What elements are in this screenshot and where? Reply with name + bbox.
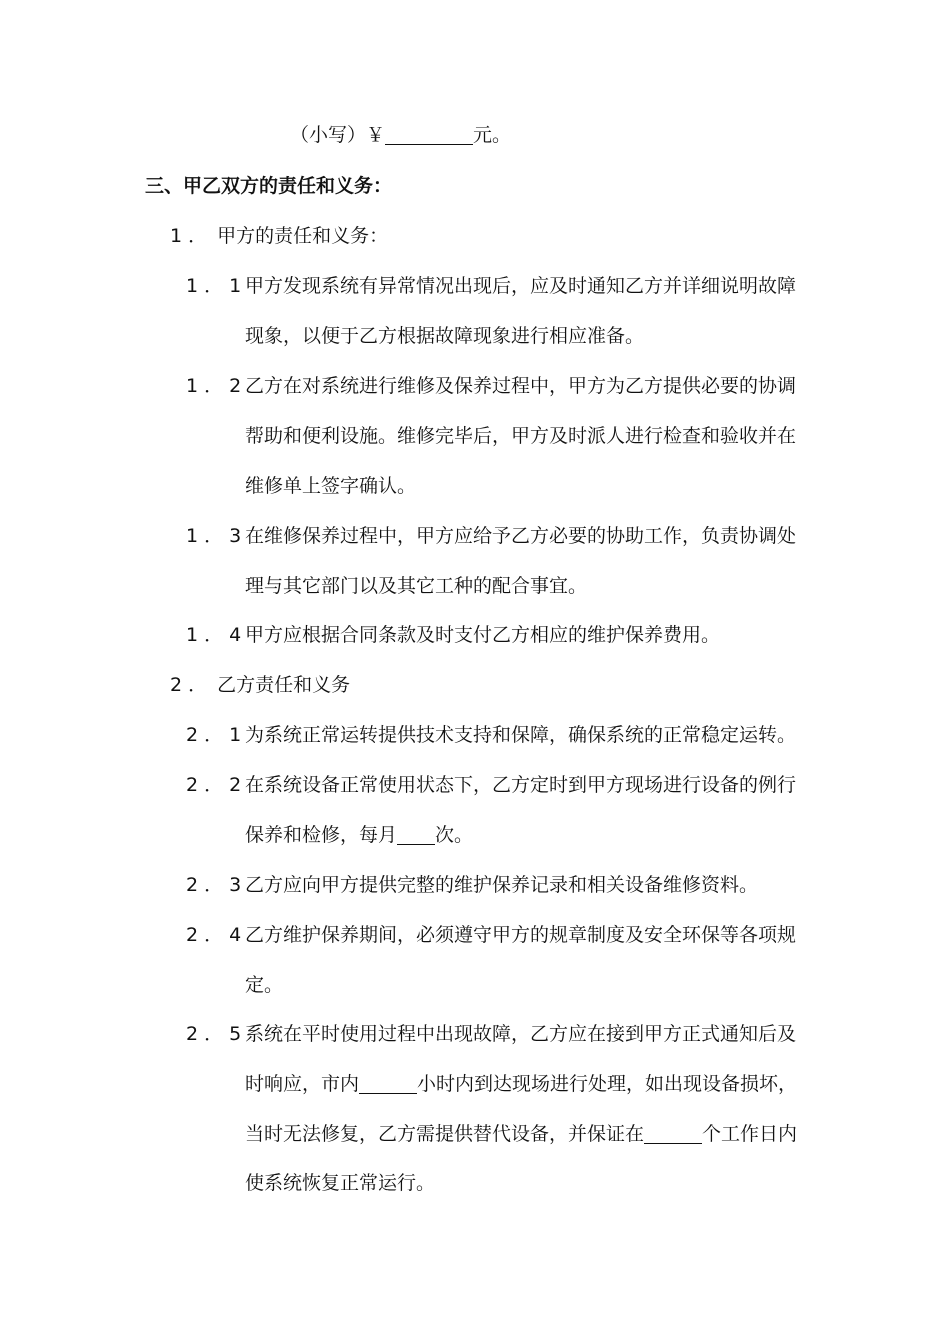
clause-number: 2．2 bbox=[186, 774, 248, 796]
party-a-number: 1． bbox=[170, 225, 214, 247]
clause-number: 1．4 bbox=[186, 624, 248, 646]
clause-text: 小时内到达现场进行处理，如出现设备损坏， bbox=[417, 1073, 798, 1095]
clause-text: 个工作日内 bbox=[702, 1123, 798, 1145]
clause-text: 维修单上签字确认。 bbox=[245, 475, 417, 497]
clause-text-with-blank bbox=[245, 1121, 797, 1147]
clause-text: 现象，以便于乙方根据故障现象进行相应准备。 bbox=[245, 325, 645, 347]
clause-text: 为系统正常运转提供技术支持和保障，确保系统的正常稳定运转。 bbox=[245, 724, 797, 746]
lowercase-amount-line bbox=[290, 122, 511, 148]
clause-number: 2．5 bbox=[186, 1023, 248, 1045]
response-hours-blank bbox=[359, 1073, 417, 1094]
clause-text: 甲方发现系统有异常情况出现后，应及时通知乙方并详细说明故障 bbox=[245, 275, 797, 297]
clause-text-with-blank bbox=[245, 1071, 797, 1097]
clause-text: 理与其它部门以及其它工种的配合事宜。 bbox=[245, 575, 588, 597]
clause-text: 帮助和便利设施。维修完毕后，甲方及时派人进行检查和验收并在 bbox=[245, 425, 797, 447]
clause-text: 保养和检修，每月 bbox=[245, 824, 398, 846]
clause-number: 2．1 bbox=[186, 724, 248, 746]
party-b-title: 乙方责任和义务 bbox=[217, 674, 351, 696]
clause-text: 在维修保养过程中，甲方应给予乙方必要的协助工作，负责协调处 bbox=[245, 525, 797, 547]
monthly-count-blank bbox=[397, 824, 435, 845]
clause-number: 2．4 bbox=[186, 924, 248, 946]
clause-number: 2．3 bbox=[186, 874, 248, 896]
clause-text: 定。 bbox=[245, 974, 284, 996]
lowercase-amount-suffix: 元。 bbox=[473, 124, 512, 146]
clause-text: 在系统设备正常使用状态下，乙方定时到甲方现场进行设备的例行 bbox=[245, 774, 797, 796]
workdays-blank bbox=[644, 1123, 702, 1144]
clause-text: 时响应，市内 bbox=[245, 1073, 360, 1095]
clause-text: 当时无法修复，乙方需提供替代设备，并保证在 bbox=[245, 1123, 645, 1145]
amount-blank bbox=[385, 124, 473, 145]
clause-number: 1．1 bbox=[186, 275, 248, 297]
clause-text: 乙方应向甲方提供完整的维护保养记录和相关设备维修资料。 bbox=[245, 874, 759, 896]
clause-text: 乙方在对系统进行维修及保养过程中，甲方为乙方提供必要的协调 bbox=[245, 375, 797, 397]
clause-text: 乙方维护保养期间，必须遵守甲方的规章制度及安全环保等各项规 bbox=[245, 924, 797, 946]
party-b-number: 2． bbox=[170, 674, 214, 696]
party-b-heading bbox=[170, 672, 350, 698]
clause-text: 甲方应根据合同条款及时支付乙方相应的维护保养费用。 bbox=[245, 624, 721, 646]
clause-text-with-blank bbox=[245, 822, 473, 848]
party-a-heading bbox=[170, 223, 388, 249]
lowercase-amount-prefix: （小写）￥ bbox=[290, 124, 386, 146]
clause-number: 1．3 bbox=[186, 525, 248, 547]
clause-text: 次。 bbox=[435, 824, 474, 846]
section-heading: 三、甲乙双方的责任和义务： bbox=[145, 175, 393, 197]
clause-number: 1．2 bbox=[186, 375, 248, 397]
clause-text: 使系统恢复正常运行。 bbox=[245, 1172, 436, 1194]
party-a-title: 甲方的责任和义务： bbox=[217, 225, 389, 247]
clause-text: 系统在平时使用过程中出现故障，乙方应在接到甲方正式通知后及 bbox=[245, 1023, 797, 1045]
